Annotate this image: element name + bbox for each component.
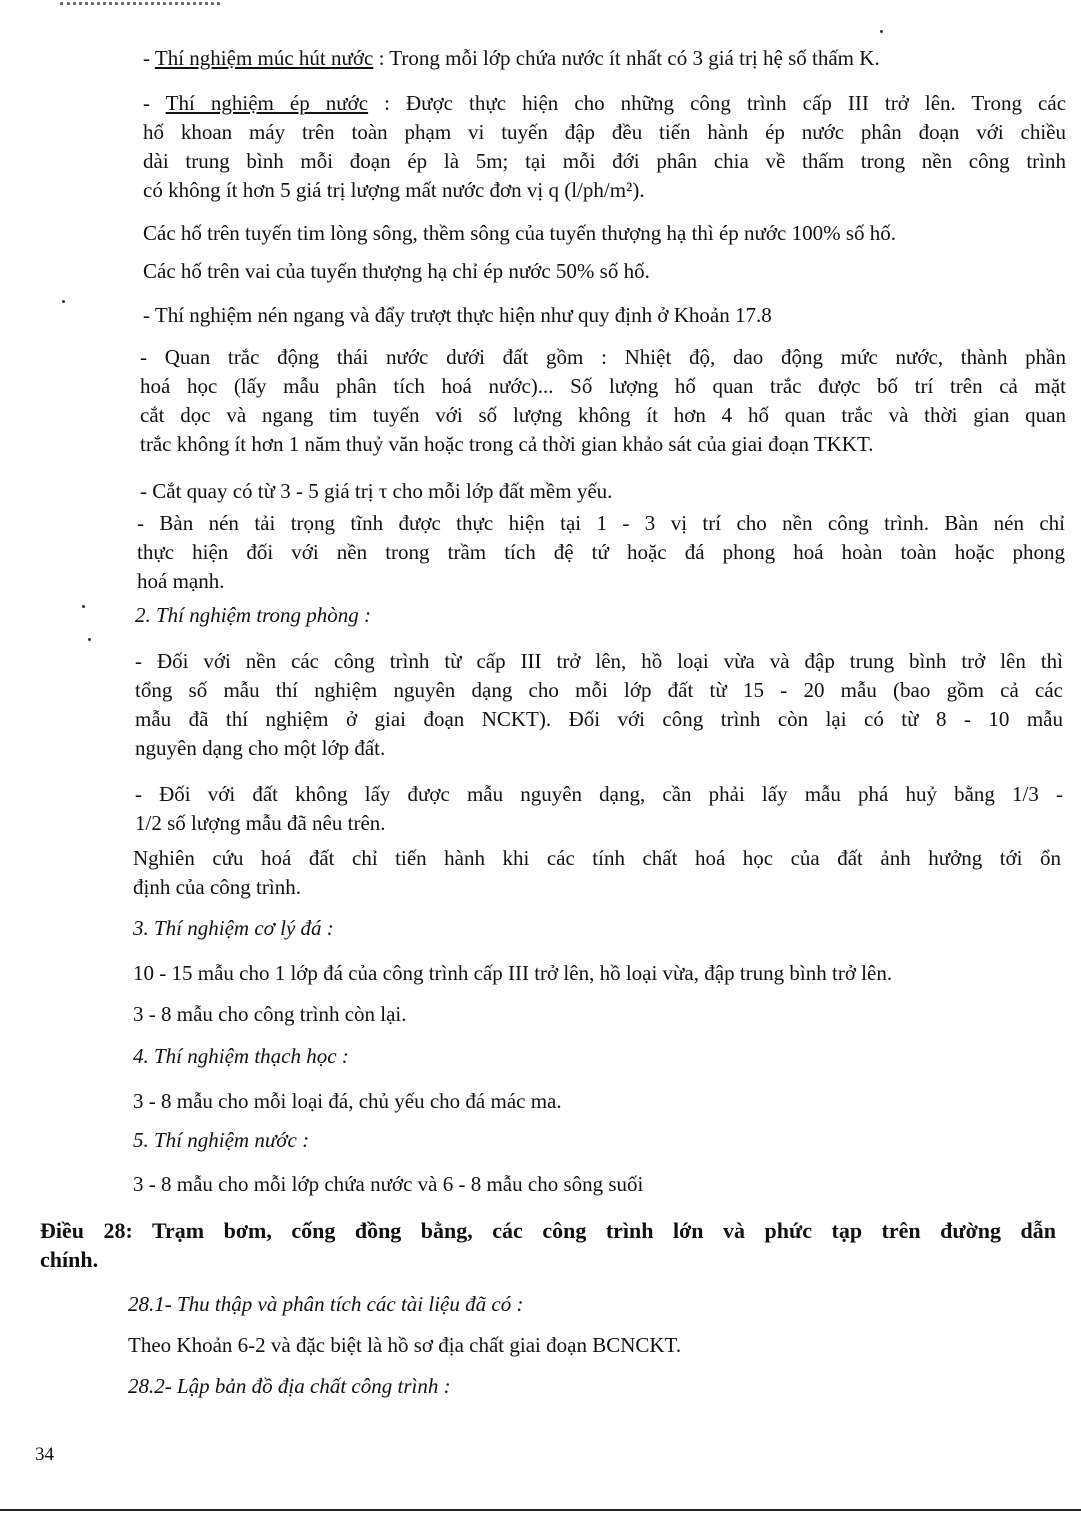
paragraph-quan-trac bbox=[140, 343, 1066, 459]
heading-thi-nghiem-nuoc: 5. Thí nghiệm nước : bbox=[133, 1128, 310, 1152]
paragraph-khoan-6-2: Theo Khoản 6-2 và đặc biệt là hồ sơ địa chất giai đoạn BCNCKT. bbox=[128, 1333, 682, 1357]
text-line: trắc không ít hơn 1 năm thuỷ văn hoặc trong cả thời gian khảo sát của giai đoạn TKKT. bbox=[140, 432, 874, 456]
text-line: Nghiên cứu hoá đất chỉ tiến hành khi các tính chất hoá học của đất ảnh hưởng tới ổn bbox=[133, 846, 1061, 870]
paragraph-mau-lop-da: 10 - 15 mẫu cho 1 lớp đá của công trình cấp III trở lên, hồ loại vừa, đập trung bình trở lên. bbox=[133, 961, 893, 985]
text-line: cắt dọc và ngang tim tuyến với số lượng không ít hơn 4 hố quan trắc và thời gian quan bbox=[140, 403, 1066, 427]
text-line: Điều 28: Trạm bơm, cống đồng bằng, các công trình lớn và phức tạp trên đường dẫn bbox=[40, 1218, 1056, 1243]
paragraph-nen-cong-trinh bbox=[135, 647, 1063, 763]
section-28-1-heading: 28.1- Thu thập và phân tích các tài liệu đã có : bbox=[128, 1292, 524, 1316]
text-line: định của công trình. bbox=[133, 875, 301, 899]
text-line: - Đối với đất không lấy được mẫu nguyên dạng, cần phải lấy mẫu phá huỷ bằng 1/3 - bbox=[135, 782, 1063, 806]
text-line: - Đối với nền các công trình từ cấp III trở lên, hồ loại vừa và đập trung bình trở lên thì bbox=[135, 649, 1063, 673]
scan-speck bbox=[62, 300, 65, 303]
text-line: - Bàn nén tải trọng tĩnh được thực hiện tại 1 - 3 vị trí cho nền công trình. Bàn nén chỉ bbox=[137, 511, 1065, 535]
text-line: hoá mạnh. bbox=[137, 569, 225, 593]
paragraph-mau-da: 3 - 8 mẫu cho mỗi loại đá, chủ yếu cho đá mác ma. bbox=[133, 1089, 562, 1113]
paragraph-cat-quay: - Cắt quay có từ 3 - 5 giá trị τ cho mỗi lớp đất mềm yếu. bbox=[140, 479, 613, 503]
scan-speck bbox=[88, 638, 91, 641]
scan-speck bbox=[880, 30, 883, 33]
paragraph-mau-pha-huy bbox=[135, 780, 1063, 838]
text-line: hoá học (lấy mẫu phân tích hoá nước)... Số lượng hố quan trắc được bố trí trên cả mặt bbox=[140, 374, 1066, 398]
section-28-2-heading: 28.2- Lập bản đồ địa chất công trình : bbox=[128, 1374, 451, 1398]
paragraph-ho-vai: Các hố trên vai của tuyến thượng hạ chỉ ép nước 50% số hố. bbox=[143, 259, 650, 283]
text-line: thực hiện đối với nền trong trầm tích đệ tứ hoặc đá phong hoá hoàn toàn hoặc phong bbox=[137, 540, 1065, 564]
paragraph-mau-nuoc: 3 - 8 mẫu cho mỗi lớp chứa nước và 6 - 8 mẫu cho sông suối bbox=[133, 1172, 644, 1196]
heading-thach-hoc: 4. Thí nghiệm thạch học : bbox=[133, 1044, 349, 1068]
text-line: tổng số mẫu thí nghiệm nguyên dạng cho mỗi lớp đất từ 15 - 20 mẫu (bao gồm cả các bbox=[135, 678, 1063, 702]
text-line: hố khoan máy trên toàn phạm vi tuyến đập đều tiến hành ép nước phân đoạn với chiều bbox=[143, 120, 1066, 144]
paragraph-nen-ngang: - Thí nghiệm nén ngang và đẩy trượt thực hiện như quy định ở Khoản 17.8 bbox=[143, 303, 772, 327]
text-line: : Được thực hiện cho những công trình cấp III trở lên. Trong các bbox=[384, 91, 1067, 115]
paragraph-ep-nuoc: - Thí nghiệm ép nước : Được thực hiện cho những công trình cấp III trở lên. Trong các hố khoan máy trên toàn phạm vi tuyến đập đều tiến hành ép nước phân đoạn với chiều dài trung bình mỗi đoạn ép là 5m; tại mỗi đới phân chia về thấm trong nền công trình có không ít hơn 5 giá trị lượng mất nước đơn vị q (l/ph/m²). bbox=[143, 89, 1066, 205]
text-line: có không ít hơn 5 giá trị lượng mất nước đơn vị q (l/ph/m²). bbox=[143, 178, 645, 202]
text-line: dài trung bình mỗi đoạn ép là 5m; tại mỗi đới phân chia về thấm trong nền công trình bbox=[143, 149, 1066, 173]
text-line: - Quan trắc động thái nước dưới đất gồm : Nhiệt độ, dao động mức nước, thành phần bbox=[140, 345, 1066, 369]
paragraph-hoa-dat bbox=[133, 844, 1061, 902]
text-line: chính. bbox=[40, 1247, 99, 1272]
page-number: 34 bbox=[35, 1444, 54, 1465]
bottom-rule bbox=[0, 1509, 1081, 1511]
heading-co-ly-da: 3. Thí nghiệm cơ lý đá : bbox=[133, 916, 334, 940]
paragraph-mau-con-lai: 3 - 8 mẫu cho công trình còn lại. bbox=[133, 1002, 407, 1026]
paragraph-ban-nen bbox=[137, 509, 1065, 596]
text-line: nguyên dạng cho một lớp đất. bbox=[135, 736, 386, 760]
scan-speck bbox=[82, 605, 85, 608]
article-28-heading bbox=[40, 1216, 1056, 1274]
label-ep-nuoc: Thí nghiệm ép nước bbox=[165, 91, 369, 115]
text-line: 1/2 số lượng mẫu đã nêu trên. bbox=[135, 811, 386, 835]
paragraph-ho-long-song: Các hố trên tuyến tim lòng sông, thềm sông của tuyến thượng hạ thì ép nước 100% số hố. bbox=[143, 221, 897, 245]
label-muc-hut-nuoc: Thí nghiệm múc hút nước bbox=[154, 46, 374, 70]
text-muc-hut-nuoc: : Trong mỗi lớp chứa nước ít nhất có 3 giá trị hệ số thấm K. bbox=[378, 46, 880, 70]
scan-artifact bbox=[60, 0, 220, 5]
text-line: mẫu đã thí nghiệm ở giai đoạn NCKT). Đối với công trình còn lại có từ 8 - 10 mẫu bbox=[135, 707, 1063, 731]
heading-thi-nghiem-trong-phong: 2. Thí nghiệm trong phòng : bbox=[135, 603, 372, 627]
paragraph-muc-hut-nuoc: - Thí nghiệm múc hút nước : Trong mỗi lớp chứa nước ít nhất có 3 giá trị hệ số thấm K. bbox=[143, 46, 880, 70]
